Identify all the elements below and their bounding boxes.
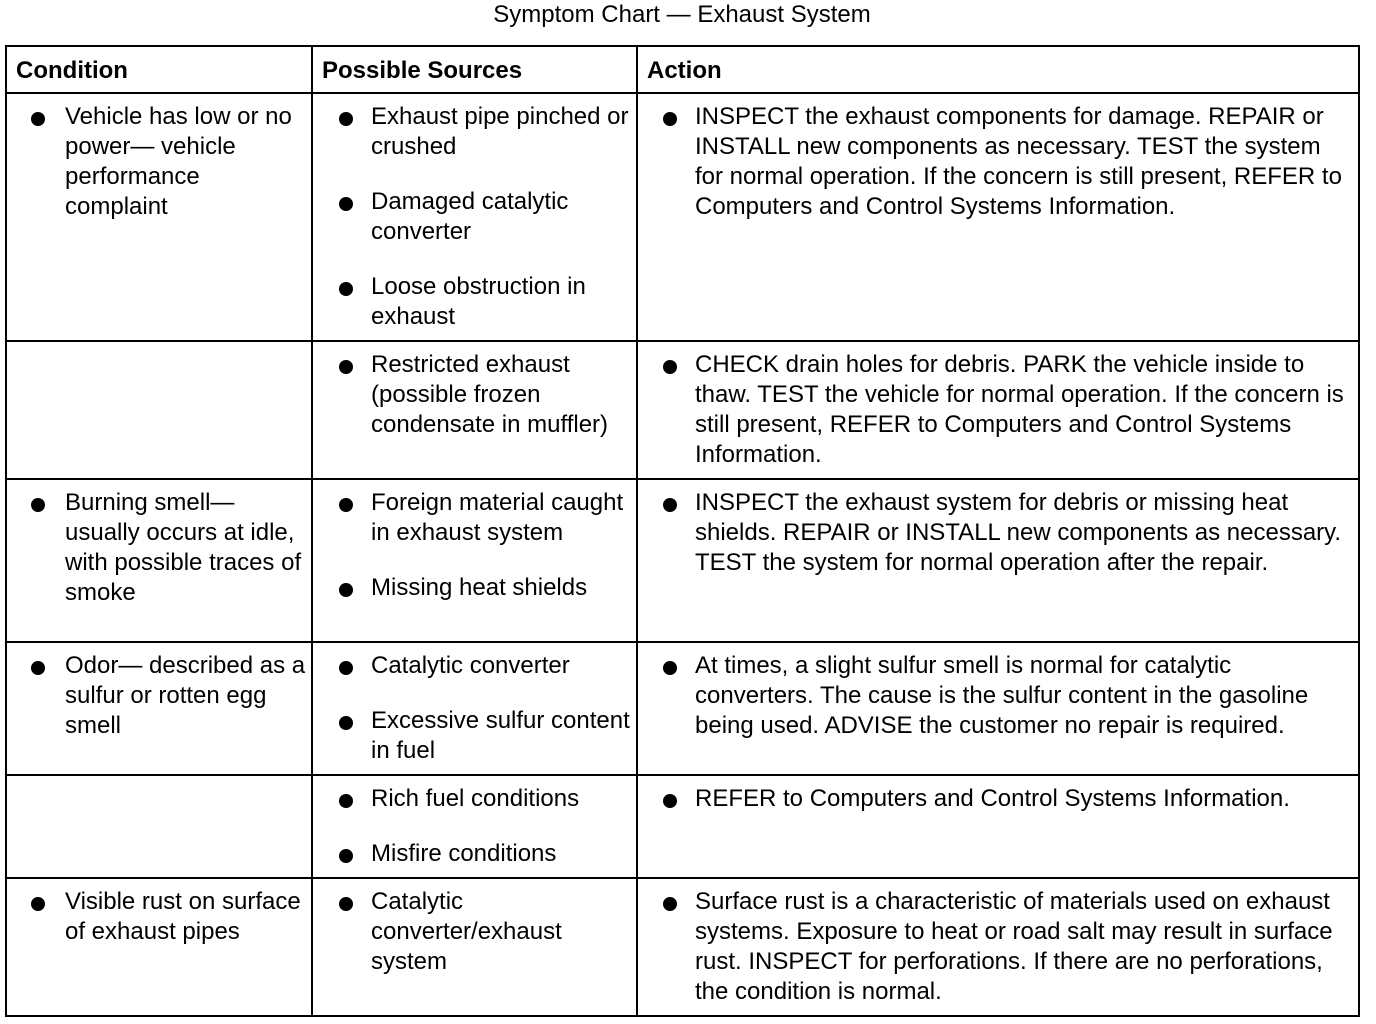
table-row [6, 878, 1359, 1016]
condition-bullet: Burning smell— usually occurs at idle, with possible traces of smoke [7, 488, 311, 608]
source-bullet: Excessive sulfur content in fuel [313, 706, 636, 766]
sources-cell [312, 479, 637, 642]
source-bullet: Restricted exhaust (possible frozen condensate in muffler) [313, 350, 636, 440]
sources-cell [312, 775, 637, 878]
source-bullet: Foreign material caught in exhaust system [313, 488, 636, 548]
source-bullet: Catalytic converter/exhaust system [313, 887, 636, 977]
table-row [6, 479, 1359, 642]
condition-bullet: Odor— described as a sulfur or rotten egg smell [7, 651, 311, 741]
action-bullet: Surface rust is a characteristic of materials used on exhaust systems. Exposure to heat or road salt may result in surface rust. INSPECT for perforations. If there are no perforations, the condition is normal. [638, 887, 1358, 1007]
table-row [6, 93, 1359, 341]
action-bullet: INSPECT the exhaust components for damage. REPAIR or INSTALL new components as necessary. TEST the system for normal operation. If the concern is still present, REFER to Computers and Control Systems Information. [638, 102, 1358, 222]
condition-cell [6, 878, 312, 1016]
condition-cell-empty [6, 775, 312, 878]
header-action: Action [637, 46, 1359, 93]
action-cell [637, 878, 1359, 1016]
table-row [6, 775, 1359, 878]
source-bullet: Missing heat shields [313, 573, 636, 603]
source-bullet: Catalytic converter [313, 651, 636, 681]
action-bullet: At times, a slight sulfur smell is normal for catalytic converters. The cause is the sulfur content in the gasoline being used. ADVISE the customer no repair is required. [638, 651, 1358, 741]
source-bullet: Loose obstruction in exhaust [313, 272, 636, 332]
condition-cell-empty [6, 341, 312, 479]
source-bullet: Rich fuel conditions [313, 784, 636, 814]
sources-cell [312, 878, 637, 1016]
source-bullet: Damaged catalytic converter [313, 187, 636, 247]
header-condition: Condition [6, 46, 312, 93]
sources-cell [312, 93, 637, 341]
sources-cell [312, 341, 637, 479]
action-cell [637, 341, 1359, 479]
condition-cell [6, 642, 312, 775]
action-cell [637, 775, 1359, 878]
table-row [6, 341, 1359, 479]
source-bullet: Misfire conditions [313, 839, 636, 869]
header-row [6, 46, 1359, 93]
action-bullet: REFER to Computers and Control Systems Information. [638, 784, 1358, 814]
page-title: Symptom Chart — Exhaust System [493, 1, 871, 28]
source-bullet: Exhaust pipe pinched or crushed [313, 102, 636, 162]
action-cell [637, 93, 1359, 341]
action-cell [637, 479, 1359, 642]
symptom-chart-table [5, 45, 1360, 1017]
condition-cell [6, 479, 312, 642]
action-bullet: CHECK drain holes for debris. PARK the vehicle inside to thaw. TEST the vehicle for normal operation. If the concern is still present, REFER to Computers and Control Systems Information. [638, 350, 1358, 470]
action-bullet: INSPECT the exhaust system for debris or missing heat shields. REPAIR or INSTALL new components as necessary. TEST the system for normal operation after the repair. [638, 488, 1358, 578]
action-cell [637, 642, 1359, 775]
condition-cell [6, 93, 312, 341]
sources-cell [312, 642, 637, 775]
condition-bullet: Visible rust on surface of exhaust pipes [7, 887, 311, 947]
header-possible-sources: Possible Sources [312, 46, 637, 93]
condition-bullet: Vehicle has low or no power— vehicle performance complaint [7, 102, 311, 222]
table-row [6, 642, 1359, 775]
